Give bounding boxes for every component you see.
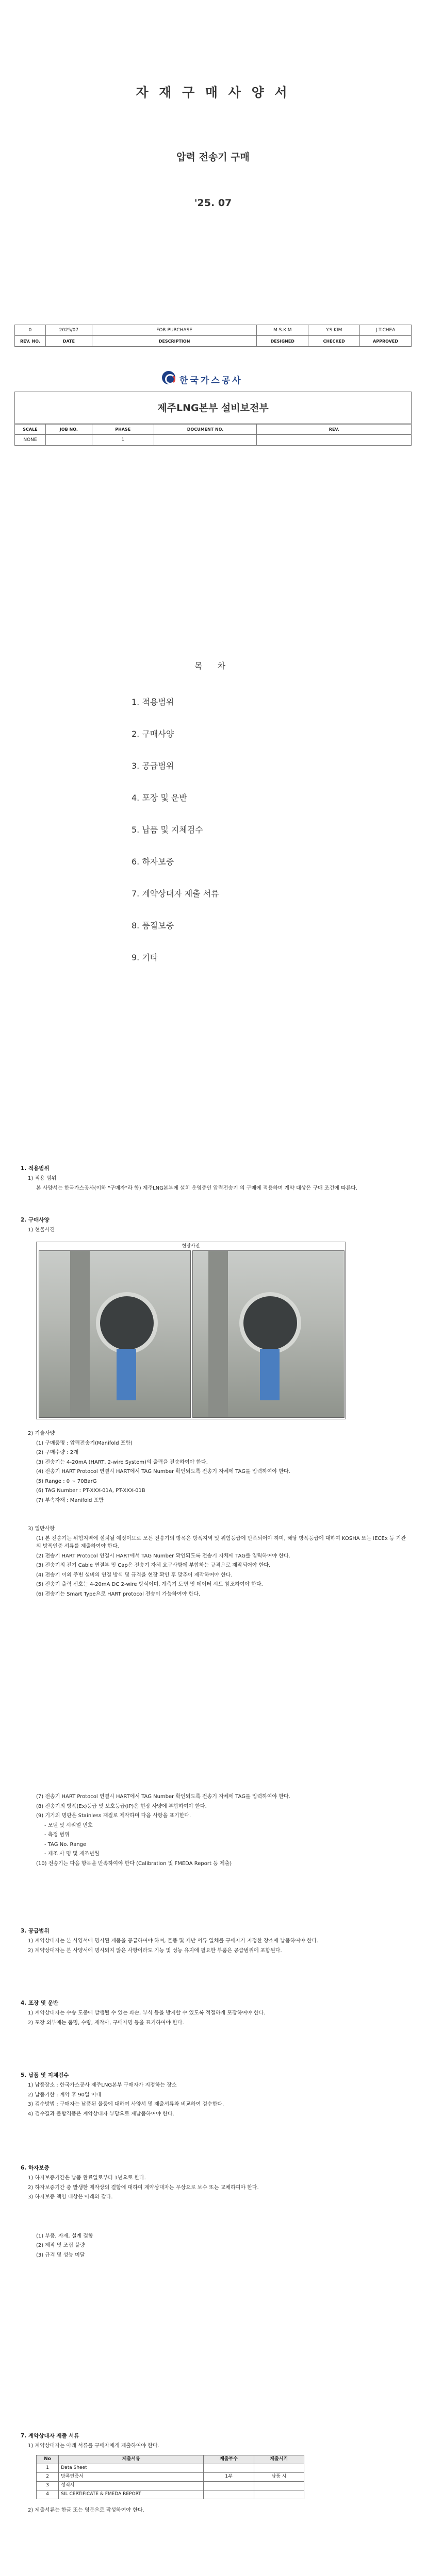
section-text: 1) 계약상대자는 본 사양서에 명시된 제품을 공급하여야 하며, 물품 및 제반 서류 일체를 구매자가 지정한 장소에 납품하여야 한다. [28, 1938, 319, 1944]
column-header: 제출시기 [254, 2455, 304, 2464]
section-text: 2) 납품기한 : 계약 후 90일 이내 [28, 2092, 102, 2098]
section-text: (2) 구매수량 : 2개 [36, 1450, 78, 1455]
rev-approved-value: J.T.CHEA [360, 325, 412, 336]
toc-item[interactable]: 4. 포장 및 운반 [132, 793, 187, 803]
section-delivery [21, 2071, 407, 2120]
table-cell [254, 2490, 304, 2499]
site-photo-frame [36, 1242, 346, 1419]
section-tech-spec [21, 1430, 407, 1506]
table-row [37, 2490, 304, 2499]
toc-item[interactable]: 8. 품질보증 [132, 921, 174, 930]
section-documents [21, 2432, 407, 2452]
kogas-logo-icon [162, 371, 175, 384]
section-text: 4) 검수결과 불합격품은 계약상대자 부담으로 재납품하여야 한다. [28, 2111, 174, 2117]
body-pages [0, 1164, 426, 2576]
submission-table [36, 2455, 304, 2499]
section-text: (10) 전송기는 다음 항목을 만족하여야 한다 (Calibration 및 FMEDA Report 등 제출) [36, 1860, 232, 1867]
scale-value: NONE [15, 435, 46, 446]
section-text: (2) 전송기 HART Protocol 연결시 HART에서 TAG Number 확인되도록 전송기 자체에 TAG를 입력하여야 한다. [36, 1553, 290, 1559]
table-cell [204, 2464, 254, 2473]
section-text: 2) 제출서류는 한글 또는 영문으로 작성하여야 한다. [28, 2507, 144, 2513]
revision-table [14, 325, 412, 347]
column-header: 제출서류 [59, 2455, 204, 2464]
section-text: 3) 검수방법 : 구매자는 납품된 물품에 대하여 사양서 및 제출서류와 비교하여 검수한다. [28, 2102, 224, 2108]
document-no-header: DOCUMENT NO. [154, 424, 257, 435]
section-text: 본 사양서는 한국가스공사(이하 "구매자"라 함) 제주LNG본부에 설치 운영중인 압력전송기 의 구매에 적용하며 계약 대상은 구매 조건에 따른다. [36, 1185, 358, 1191]
photo-label: 1) 현물사진 [28, 1227, 55, 1233]
document-subtitle: 압력 전송기 구매 [176, 151, 250, 163]
section-text: - 모델 및 시리얼 번호 [44, 1822, 93, 1828]
rev-date-header: DATE [45, 336, 92, 347]
section-text: (8) 전송기의 방폭(Ex)등급 및 보호등급(IP)은 현장 사양에 부합하여야 한다. [36, 1803, 207, 1809]
cover-page [0, 0, 426, 659]
rev-checked-value: Y.S.KIM [308, 325, 360, 336]
rev-header: REV. [257, 424, 412, 435]
toc-item[interactable]: 5. 납품 및 지체검수 [132, 825, 203, 835]
column-header: 제출부수 [204, 2455, 254, 2464]
toc-item[interactable]: 7. 계약상대자 제출 서류 [132, 889, 219, 899]
table-cell: 1부 [204, 2473, 254, 2482]
section-text: (2) 제작 및 조립 불량 [36, 2243, 85, 2249]
document-title: 자 재 구 매 사 양 서 [136, 85, 290, 100]
toc-item[interactable]: 2. 구매사양 [132, 729, 174, 739]
scale-header: SCALE [15, 424, 46, 435]
section-text: (5) 전송기 출력 신호는 4-20mA DC 2-wire 방식이며, 계측기 도면 및 데이터 시트 참조하여야 한다. [36, 1582, 263, 1587]
section-text: (4) 전송기 이외 주변 설비의 연결 방식 및 규격을 현장 확인 후 맞추어 제작하여야 한다. [36, 1572, 233, 1578]
toc-item[interactable]: 1. 적용범위 [132, 697, 174, 707]
section-text: 2) 포장 외부에는 품명, 수량, 제작사, 구매자명 등을 표기하여야 한다. [28, 2020, 184, 2026]
job-no-value [45, 435, 92, 446]
toc-item[interactable]: 3. 공급범위 [132, 761, 174, 771]
section-text: (3) 전송기는 4-20mA (HART, 2-wire System)의 출력을 전송하여야 한다. [36, 1459, 208, 1465]
section-text: (3) 전송기의 전기 Cable 연결부 및 Cap은 전송기 자체 요구사항에 부합하는 규격으로 제작되어야 한다. [36, 1563, 271, 1568]
phase-value: 1 [92, 435, 154, 446]
section-text: 2) 기술사양 [28, 1431, 55, 1436]
section-text: 3) 하자보증 책임 대상은 아래와 같다. [28, 2194, 113, 2200]
rev-no-header: REV. NO. [15, 336, 46, 347]
table-cell: 3 [37, 2482, 59, 2490]
toc-list [132, 696, 219, 983]
company-name: 한국가스공사 [179, 376, 243, 386]
section-text: 1) 적용 범위 [28, 1176, 57, 1182]
site-photo [39, 1250, 191, 1418]
section-text: 2) 하자보증기간 중 발생한 제작상의 결함에 대하여 계약상대자는 무상으로 보수 또는 교체하여야 한다. [28, 2184, 259, 2191]
section-text: 2) 계약상대자는 본 사양서에 명시되지 않은 사항이라도 기능 및 성능 유지에 필요한 부품은 공급범위에 포함된다. [28, 1947, 282, 1954]
table-row [37, 2473, 304, 2482]
rev-designed-header: DESIGNED [257, 336, 308, 347]
rev-description-value: FOR PURCHASE [92, 325, 256, 336]
table-cell: 4 [37, 2490, 59, 2499]
table-cell [254, 2464, 304, 2473]
section-text: - TAG No. Range [44, 1841, 87, 1848]
department-name: 제주LNG본부 설비보전부 [14, 392, 412, 425]
table-cell: Data Sheet [59, 2464, 204, 2473]
section-text: (6) 전송기는 Smart Type으로 HART protocol 전송이 가능하여야 한다. [36, 1591, 201, 1597]
section-text: - 제조 사 명 및 제조년월 [44, 1851, 100, 1857]
section-heading: 2. 구매사양 [21, 1217, 50, 1223]
table-header-row [37, 2455, 304, 2464]
table-cell: 1 [37, 2464, 59, 2473]
table-cell: 납품 시 [254, 2473, 304, 2482]
section-scope [21, 1164, 407, 1194]
table-cell [204, 2490, 254, 2499]
document-no-value [154, 435, 257, 446]
section-text: (1) 구매품명 : 압력전송기(Manifold 포함) [36, 1440, 133, 1446]
section-warranty [21, 2164, 407, 2261]
section-documents-note [21, 2506, 407, 2516]
toc-item[interactable]: 9. 기타 [132, 953, 158, 962]
revision-header-row [15, 336, 412, 347]
table-cell [204, 2482, 254, 2490]
rev-description-header: DESCRIPTION [92, 336, 256, 347]
section-general-cont [21, 1793, 407, 1869]
section-heading: 7. 계약상대자 제출 서류 [21, 2433, 79, 2439]
section-supply [21, 1927, 407, 1956]
section-text: 1) 계약상대자는 아래 서류를 구매자에게 제출하여야 한다. [28, 2443, 159, 2449]
rev-checked-header: CHECKED [308, 336, 360, 347]
table-cell: 성적서 [59, 2482, 204, 2490]
meta-header-row [15, 424, 412, 435]
document-date: '25. 07 [194, 197, 232, 209]
toc-page [0, 659, 426, 1020]
company-logo [0, 369, 426, 387]
section-text: 1) 납품장소 : 한국가스공사 제주LNG본부 구매자가 지정하는 장소 [28, 2082, 177, 2089]
section-text: (1) 부품, 자재, 설계 결함 [36, 2233, 93, 2239]
section-heading: 5. 납품 및 지체검수 [21, 2072, 69, 2078]
section-text: 1) 계약상대자는 수송 도중에 발생될 수 있는 파손, 부식 등을 방지할 수 있도록 적절하게 포장하여야 한다. [28, 2010, 266, 2016]
table-cell: 방폭인증서 [59, 2473, 204, 2482]
job-no-header: JOB NO. [45, 424, 92, 435]
section-text: (9) 기기의 명판은 Stainless 재질로 제작하며 다음 사항을 표기한다. [36, 1813, 191, 1819]
toc-item[interactable]: 6. 하자보증 [132, 857, 174, 867]
toc-title: 목 차 [194, 661, 232, 671]
table-cell: 2 [37, 2473, 59, 2482]
section-text: (5) Range : 0 ~ 70BarG [36, 1478, 97, 1484]
rev-date-value: 2025/07 [45, 325, 92, 336]
revision-row [15, 325, 412, 336]
section-text: (1) 본 전송기는 위험지역에 설치될 예정이므로 모든 전송기의 방폭은 방폭지역 및 위험등급에 만족되어야 하며, 해당 방폭등급에 대하여 KOSHA 또는 IECEx 등 기관의 방폭인증 서류를 제출하여야 한다. [36, 1535, 406, 1549]
phase-header: PHASE [92, 424, 154, 435]
section-text: 3) 일반사항 [28, 1526, 55, 1532]
table-cell: SIL CERTIFICATE & FMEDA REPORT [59, 2490, 204, 2499]
table-row [37, 2464, 304, 2473]
column-header: No [37, 2455, 59, 2464]
rev-value [257, 435, 412, 446]
meta-value-row [15, 435, 412, 446]
section-text: - 측정 범위 [44, 1832, 70, 1838]
rev-no-value: 0 [15, 325, 46, 336]
section-heading: 6. 하자보증 [21, 2165, 50, 2171]
rev-approved-header: APPROVED [360, 336, 412, 347]
section-text: (4) 전송기 HART Protocol 연결시 HART에서 TAG Number 확인되도록 전송기 자체에 TAG를 입력하여야 한다. [36, 1469, 290, 1475]
section-heading: 3. 공급범위 [21, 1928, 50, 1934]
section-text: (7) 전송기 HART Protocol 연결시 HART에서 TAG Number 확인되도록 전송기 자체에 TAG를 입력하여야 한다. [36, 1794, 290, 1800]
section-text: (6) TAG Number : PT-XXX-01A, PT-XXX-01B [36, 1488, 145, 1494]
section-general [21, 1525, 407, 1600]
section-text: (3) 규격 및 성능 미달 [36, 2252, 85, 2258]
section-heading: 1. 적용범위 [21, 1165, 50, 1172]
section-text: 1) 하자보증기간은 납품 완료일로부터 1년으로 한다. [28, 2175, 146, 2181]
section-packing [21, 1999, 407, 2028]
table-row [37, 2482, 304, 2490]
section-text: (7) 부속자재 : Manifold 포함 [36, 1497, 104, 1503]
section-heading: 4. 포장 및 운반 [21, 2000, 58, 2006]
photo-caption: 현장사진 [182, 1244, 200, 1249]
document-meta-table [14, 423, 412, 446]
rev-designed-value: M.S.KIM [257, 325, 308, 336]
table-cell [254, 2482, 304, 2490]
site-photo [192, 1250, 345, 1418]
section-spec [21, 1216, 407, 1236]
